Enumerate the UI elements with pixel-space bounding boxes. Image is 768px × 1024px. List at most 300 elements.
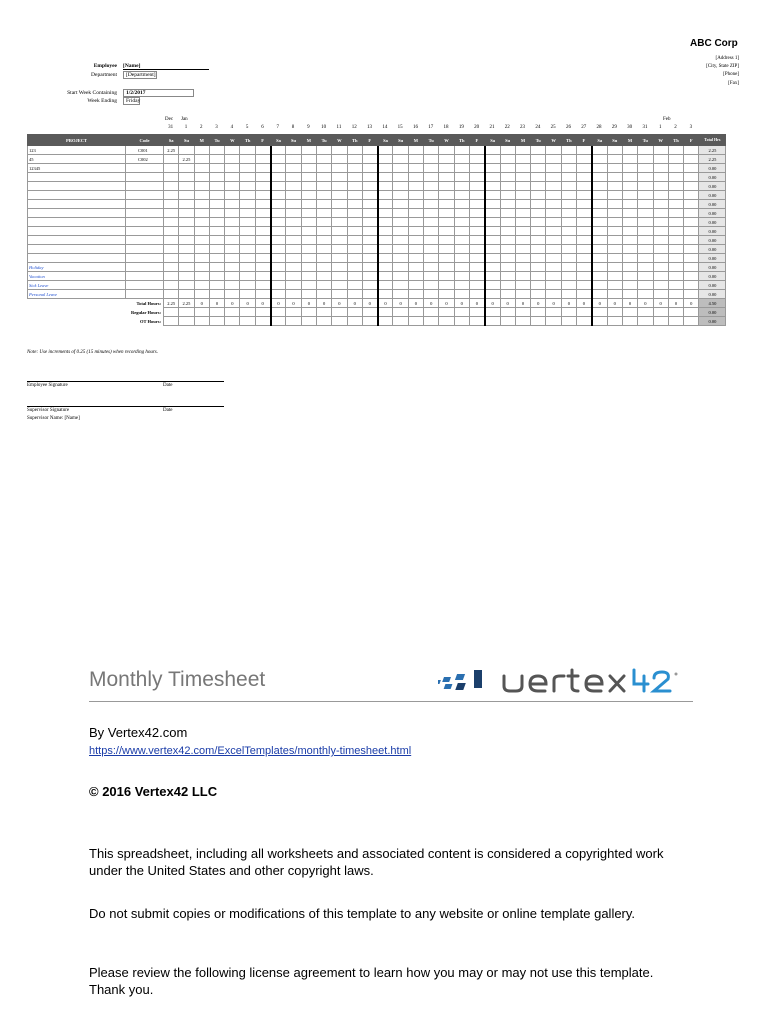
- hours-cell[interactable]: [362, 227, 377, 236]
- hours-cell[interactable]: [531, 227, 546, 236]
- hours-cell[interactable]: [485, 182, 500, 191]
- hours-cell[interactable]: [362, 254, 377, 263]
- summary-cell[interactable]: [454, 308, 469, 317]
- code-cell[interactable]: [126, 236, 164, 245]
- hours-cell[interactable]: [271, 281, 286, 290]
- hours-cell[interactable]: [424, 227, 439, 236]
- hours-cell[interactable]: [561, 227, 576, 236]
- hours-cell[interactable]: [316, 182, 331, 191]
- hours-cell[interactable]: [469, 209, 484, 218]
- hours-cell[interactable]: [255, 173, 270, 182]
- hours-cell[interactable]: [378, 281, 393, 290]
- hours-cell[interactable]: [684, 227, 699, 236]
- hours-cell[interactable]: [485, 245, 500, 254]
- summary-cell[interactable]: [454, 317, 469, 326]
- hours-cell[interactable]: [408, 245, 423, 254]
- summary-cell[interactable]: [500, 317, 515, 326]
- hours-cell[interactable]: [209, 227, 224, 236]
- hours-cell[interactable]: [255, 245, 270, 254]
- hours-cell[interactable]: [393, 155, 408, 164]
- hours-cell[interactable]: [638, 272, 653, 281]
- project-cell[interactable]: [28, 245, 126, 254]
- hours-cell[interactable]: [240, 218, 255, 227]
- hours-cell[interactable]: [362, 182, 377, 191]
- hours-cell[interactable]: [271, 182, 286, 191]
- hours-cell[interactable]: [454, 281, 469, 290]
- hours-cell[interactable]: [515, 182, 530, 191]
- hours-cell[interactable]: [454, 182, 469, 191]
- hours-cell[interactable]: [316, 227, 331, 236]
- hours-cell[interactable]: [332, 173, 347, 182]
- summary-cell[interactable]: [485, 317, 500, 326]
- hours-cell[interactable]: [240, 227, 255, 236]
- hours-cell[interactable]: [240, 191, 255, 200]
- code-cell[interactable]: [126, 164, 164, 173]
- hours-cell[interactable]: [362, 263, 377, 272]
- hours-cell[interactable]: [209, 281, 224, 290]
- hours-cell[interactable]: [424, 263, 439, 272]
- hours-cell[interactable]: [668, 245, 683, 254]
- summary-cell[interactable]: [500, 308, 515, 317]
- hours-cell[interactable]: [378, 263, 393, 272]
- hours-cell[interactable]: [408, 209, 423, 218]
- week-ending-field[interactable]: Friday: [123, 97, 140, 105]
- summary-cell[interactable]: [286, 317, 301, 326]
- hours-cell[interactable]: [653, 191, 668, 200]
- hours-cell[interactable]: [684, 182, 699, 191]
- hours-cell[interactable]: [668, 227, 683, 236]
- hours-cell[interactable]: [515, 200, 530, 209]
- hours-cell[interactable]: [378, 200, 393, 209]
- project-cell[interactable]: [28, 191, 126, 200]
- summary-cell[interactable]: [684, 308, 699, 317]
- hours-cell[interactable]: [393, 164, 408, 173]
- hours-cell[interactable]: [393, 146, 408, 155]
- hours-cell[interactable]: [469, 173, 484, 182]
- hours-cell[interactable]: [469, 290, 484, 299]
- vertex42-logo[interactable]: [438, 666, 688, 696]
- hours-cell[interactable]: [194, 200, 209, 209]
- hours-cell[interactable]: [607, 227, 622, 236]
- hours-cell[interactable]: [225, 281, 240, 290]
- project-cell[interactable]: [28, 218, 126, 227]
- hours-cell[interactable]: [316, 209, 331, 218]
- hours-cell[interactable]: [286, 191, 301, 200]
- hours-cell[interactable]: [209, 209, 224, 218]
- hours-cell[interactable]: [469, 236, 484, 245]
- hours-cell[interactable]: [332, 272, 347, 281]
- hours-cell[interactable]: [347, 227, 362, 236]
- hours-cell[interactable]: [638, 290, 653, 299]
- hours-cell[interactable]: [194, 164, 209, 173]
- hours-cell[interactable]: [424, 191, 439, 200]
- hours-cell[interactable]: [332, 236, 347, 245]
- hours-cell[interactable]: [194, 146, 209, 155]
- summary-cell[interactable]: [164, 308, 179, 317]
- summary-cell[interactable]: [194, 317, 209, 326]
- hours-cell[interactable]: [500, 227, 515, 236]
- hours-cell[interactable]: [209, 146, 224, 155]
- hours-cell[interactable]: [577, 245, 592, 254]
- hours-cell[interactable]: [209, 182, 224, 191]
- hours-cell[interactable]: [668, 263, 683, 272]
- hours-cell[interactable]: [607, 146, 622, 155]
- hours-cell[interactable]: [164, 281, 179, 290]
- hours-cell[interactable]: [209, 218, 224, 227]
- hours-cell[interactable]: [622, 254, 637, 263]
- hours-cell[interactable]: [561, 209, 576, 218]
- hours-cell[interactable]: [271, 236, 286, 245]
- hours-cell[interactable]: [531, 236, 546, 245]
- hours-cell[interactable]: [454, 209, 469, 218]
- summary-cell[interactable]: [684, 317, 699, 326]
- hours-cell[interactable]: [286, 236, 301, 245]
- summary-cell[interactable]: [378, 317, 393, 326]
- hours-cell[interactable]: [286, 272, 301, 281]
- hours-cell[interactable]: [164, 182, 179, 191]
- hours-cell[interactable]: [347, 281, 362, 290]
- hours-cell[interactable]: [622, 263, 637, 272]
- hours-cell[interactable]: [255, 254, 270, 263]
- hours-cell[interactable]: [286, 209, 301, 218]
- hours-cell[interactable]: [271, 254, 286, 263]
- hours-cell[interactable]: [469, 254, 484, 263]
- hours-cell[interactable]: [424, 281, 439, 290]
- hours-cell[interactable]: [439, 236, 454, 245]
- hours-cell[interactable]: [469, 182, 484, 191]
- hours-cell[interactable]: [454, 200, 469, 209]
- hours-cell[interactable]: [408, 191, 423, 200]
- hours-cell[interactable]: [622, 281, 637, 290]
- hours-cell[interactable]: [515, 263, 530, 272]
- hours-cell[interactable]: [301, 146, 316, 155]
- hours-cell[interactable]: [577, 290, 592, 299]
- hours-cell[interactable]: [393, 290, 408, 299]
- summary-cell[interactable]: [485, 308, 500, 317]
- hours-cell[interactable]: [316, 164, 331, 173]
- summary-cell[interactable]: [164, 317, 179, 326]
- hours-cell[interactable]: [362, 164, 377, 173]
- hours-cell[interactable]: [515, 281, 530, 290]
- hours-cell[interactable]: [347, 173, 362, 182]
- hours-cell[interactable]: [515, 146, 530, 155]
- hours-cell[interactable]: [316, 146, 331, 155]
- hours-cell[interactable]: [592, 146, 607, 155]
- hours-cell[interactable]: [225, 191, 240, 200]
- hours-cell[interactable]: [500, 200, 515, 209]
- hours-cell[interactable]: [408, 164, 423, 173]
- summary-cell[interactable]: [653, 308, 668, 317]
- hours-cell[interactable]: [469, 281, 484, 290]
- hours-cell[interactable]: [240, 254, 255, 263]
- hours-cell[interactable]: [684, 209, 699, 218]
- hours-cell[interactable]: [332, 254, 347, 263]
- hours-cell[interactable]: [592, 182, 607, 191]
- hours-cell[interactable]: [164, 263, 179, 272]
- hours-cell[interactable]: [408, 218, 423, 227]
- hours-cell[interactable]: [301, 254, 316, 263]
- hours-cell[interactable]: [653, 173, 668, 182]
- hours-cell[interactable]: [255, 218, 270, 227]
- summary-cell[interactable]: [255, 317, 270, 326]
- hours-cell[interactable]: [286, 281, 301, 290]
- hours-cell[interactable]: [546, 290, 561, 299]
- hours-cell[interactable]: [316, 263, 331, 272]
- hours-cell[interactable]: [362, 191, 377, 200]
- hours-cell[interactable]: [271, 191, 286, 200]
- hours-cell[interactable]: [209, 290, 224, 299]
- hours-cell[interactable]: [454, 254, 469, 263]
- hours-cell[interactable]: [301, 164, 316, 173]
- hours-cell[interactable]: [668, 272, 683, 281]
- code-cell[interactable]: [126, 209, 164, 218]
- hours-cell[interactable]: [531, 155, 546, 164]
- hours-cell[interactable]: [668, 254, 683, 263]
- summary-cell[interactable]: [209, 308, 224, 317]
- hours-cell[interactable]: [684, 236, 699, 245]
- hours-cell[interactable]: [531, 173, 546, 182]
- hours-cell[interactable]: [684, 155, 699, 164]
- hours-cell[interactable]: [225, 146, 240, 155]
- hours-cell[interactable]: [592, 254, 607, 263]
- hours-cell[interactable]: [332, 200, 347, 209]
- hours-cell[interactable]: [286, 200, 301, 209]
- hours-cell[interactable]: [179, 164, 194, 173]
- hours-cell[interactable]: [485, 218, 500, 227]
- hours-cell[interactable]: [531, 254, 546, 263]
- hours-cell[interactable]: [668, 209, 683, 218]
- hours-cell[interactable]: [653, 182, 668, 191]
- hours-cell[interactable]: [393, 173, 408, 182]
- hours-cell[interactable]: [179, 236, 194, 245]
- hours-cell[interactable]: [179, 227, 194, 236]
- hours-cell[interactable]: [577, 227, 592, 236]
- hours-cell[interactable]: [255, 164, 270, 173]
- hours-cell[interactable]: [622, 191, 637, 200]
- hours-cell[interactable]: [408, 236, 423, 245]
- hours-cell[interactable]: [546, 218, 561, 227]
- hours-cell[interactable]: [454, 164, 469, 173]
- hours-cell[interactable]: [255, 200, 270, 209]
- hours-cell[interactable]: [194, 236, 209, 245]
- hours-cell[interactable]: [454, 272, 469, 281]
- supervisor-signature-line[interactable]: [27, 406, 224, 407]
- hours-cell[interactable]: [485, 263, 500, 272]
- hours-cell[interactable]: [469, 245, 484, 254]
- hours-cell[interactable]: [164, 164, 179, 173]
- hours-cell[interactable]: [225, 173, 240, 182]
- hours-cell[interactable]: [424, 200, 439, 209]
- hours-cell[interactable]: [500, 263, 515, 272]
- hours-cell[interactable]: [500, 218, 515, 227]
- hours-cell[interactable]: [531, 191, 546, 200]
- hours-cell[interactable]: [668, 200, 683, 209]
- hours-cell[interactable]: [194, 218, 209, 227]
- hours-cell[interactable]: [622, 146, 637, 155]
- hours-cell[interactable]: [531, 182, 546, 191]
- hours-cell[interactable]: [469, 263, 484, 272]
- hours-cell[interactable]: [408, 254, 423, 263]
- summary-cell[interactable]: [531, 317, 546, 326]
- code-cell[interactable]: C001: [126, 146, 164, 155]
- hours-cell[interactable]: [653, 254, 668, 263]
- hours-cell[interactable]: [485, 272, 500, 281]
- hours-cell[interactable]: [668, 155, 683, 164]
- hours-cell[interactable]: [194, 173, 209, 182]
- hours-cell[interactable]: [194, 182, 209, 191]
- hours-cell[interactable]: [469, 218, 484, 227]
- hours-cell[interactable]: [347, 209, 362, 218]
- hours-cell[interactable]: [240, 155, 255, 164]
- summary-cell[interactable]: [592, 308, 607, 317]
- hours-cell[interactable]: [424, 164, 439, 173]
- hours-cell[interactable]: [255, 155, 270, 164]
- summary-cell[interactable]: [271, 317, 286, 326]
- hours-cell[interactable]: [439, 182, 454, 191]
- hours-cell[interactable]: [378, 155, 393, 164]
- hours-cell[interactable]: [439, 290, 454, 299]
- hours-cell[interactable]: [531, 218, 546, 227]
- hours-cell[interactable]: [179, 281, 194, 290]
- summary-cell[interactable]: [668, 317, 683, 326]
- hours-cell[interactable]: [347, 146, 362, 155]
- hours-cell[interactable]: [531, 146, 546, 155]
- hours-cell[interactable]: [271, 263, 286, 272]
- hours-cell[interactable]: [653, 290, 668, 299]
- hours-cell[interactable]: [515, 272, 530, 281]
- hours-cell[interactable]: [439, 146, 454, 155]
- summary-cell[interactable]: [225, 317, 240, 326]
- hours-cell[interactable]: [378, 290, 393, 299]
- hours-cell[interactable]: [531, 263, 546, 272]
- summary-cell[interactable]: [577, 317, 592, 326]
- hours-cell[interactable]: [668, 182, 683, 191]
- summary-cell[interactable]: [469, 308, 484, 317]
- hours-cell[interactable]: [561, 263, 576, 272]
- summary-cell[interactable]: [286, 308, 301, 317]
- project-cell[interactable]: [28, 209, 126, 218]
- hours-cell[interactable]: [515, 245, 530, 254]
- hours-cell[interactable]: [393, 272, 408, 281]
- hours-cell[interactable]: [469, 272, 484, 281]
- code-cell[interactable]: [126, 227, 164, 236]
- hours-cell[interactable]: [316, 236, 331, 245]
- hours-cell[interactable]: [424, 155, 439, 164]
- hours-cell[interactable]: [301, 191, 316, 200]
- hours-cell[interactable]: [546, 164, 561, 173]
- hours-cell[interactable]: [164, 227, 179, 236]
- hours-cell[interactable]: [439, 200, 454, 209]
- hours-cell[interactable]: [271, 290, 286, 299]
- hours-cell[interactable]: [592, 155, 607, 164]
- hours-cell[interactable]: [561, 254, 576, 263]
- hours-cell[interactable]: [240, 245, 255, 254]
- project-cell[interactable]: Holiday: [28, 263, 126, 272]
- hours-cell[interactable]: [684, 146, 699, 155]
- hours-cell[interactable]: [301, 272, 316, 281]
- hours-cell[interactable]: [546, 146, 561, 155]
- summary-cell[interactable]: [194, 308, 209, 317]
- hours-cell[interactable]: [531, 272, 546, 281]
- hours-cell[interactable]: [286, 245, 301, 254]
- hours-cell[interactable]: [454, 155, 469, 164]
- hours-cell[interactable]: [424, 254, 439, 263]
- hours-cell[interactable]: [577, 209, 592, 218]
- hours-cell[interactable]: [179, 191, 194, 200]
- hours-cell[interactable]: [638, 191, 653, 200]
- project-cell[interactable]: [28, 182, 126, 191]
- hours-cell[interactable]: [485, 155, 500, 164]
- code-cell[interactable]: [126, 245, 164, 254]
- hours-cell[interactable]: [485, 254, 500, 263]
- hours-cell[interactable]: [194, 281, 209, 290]
- hours-cell[interactable]: [164, 254, 179, 263]
- hours-cell[interactable]: [179, 254, 194, 263]
- hours-cell[interactable]: [653, 200, 668, 209]
- hours-cell[interactable]: [393, 263, 408, 272]
- hours-cell[interactable]: [424, 290, 439, 299]
- hours-cell[interactable]: [653, 155, 668, 164]
- hours-cell[interactable]: [194, 254, 209, 263]
- hours-cell[interactable]: [347, 155, 362, 164]
- hours-cell[interactable]: [653, 281, 668, 290]
- hours-cell[interactable]: [592, 200, 607, 209]
- hours-cell[interactable]: [592, 218, 607, 227]
- summary-cell[interactable]: [378, 308, 393, 317]
- hours-cell[interactable]: [561, 155, 576, 164]
- hours-cell[interactable]: [271, 173, 286, 182]
- hours-cell[interactable]: [301, 236, 316, 245]
- hours-cell[interactable]: [622, 227, 637, 236]
- hours-cell[interactable]: [607, 200, 622, 209]
- hours-cell[interactable]: [500, 236, 515, 245]
- hours-cell[interactable]: [271, 245, 286, 254]
- hours-cell[interactable]: [469, 164, 484, 173]
- hours-cell[interactable]: [485, 236, 500, 245]
- hours-cell[interactable]: [332, 191, 347, 200]
- hours-cell[interactable]: [316, 290, 331, 299]
- hours-cell[interactable]: [408, 173, 423, 182]
- hours-cell[interactable]: [179, 182, 194, 191]
- summary-cell[interactable]: [179, 308, 194, 317]
- hours-cell[interactable]: [225, 290, 240, 299]
- hours-cell[interactable]: [546, 281, 561, 290]
- hours-cell[interactable]: [301, 245, 316, 254]
- summary-cell[interactable]: [255, 308, 270, 317]
- hours-cell[interactable]: [607, 164, 622, 173]
- hours-cell[interactable]: [225, 245, 240, 254]
- hours-cell[interactable]: [164, 173, 179, 182]
- hours-cell[interactable]: [577, 263, 592, 272]
- hours-cell[interactable]: [408, 182, 423, 191]
- project-cell[interactable]: Sick Leave: [28, 281, 126, 290]
- hours-cell[interactable]: [271, 227, 286, 236]
- hours-cell[interactable]: [577, 200, 592, 209]
- hours-cell[interactable]: [653, 164, 668, 173]
- hours-cell[interactable]: [500, 164, 515, 173]
- hours-cell[interactable]: [194, 227, 209, 236]
- hours-cell[interactable]: [684, 290, 699, 299]
- hours-cell[interactable]: [255, 263, 270, 272]
- hours-cell[interactable]: [577, 191, 592, 200]
- hours-cell[interactable]: [286, 146, 301, 155]
- hours-cell[interactable]: [164, 236, 179, 245]
- hours-cell[interactable]: [607, 245, 622, 254]
- hours-cell[interactable]: [638, 218, 653, 227]
- hours-cell[interactable]: [194, 272, 209, 281]
- summary-cell[interactable]: [408, 317, 423, 326]
- hours-cell[interactable]: [225, 218, 240, 227]
